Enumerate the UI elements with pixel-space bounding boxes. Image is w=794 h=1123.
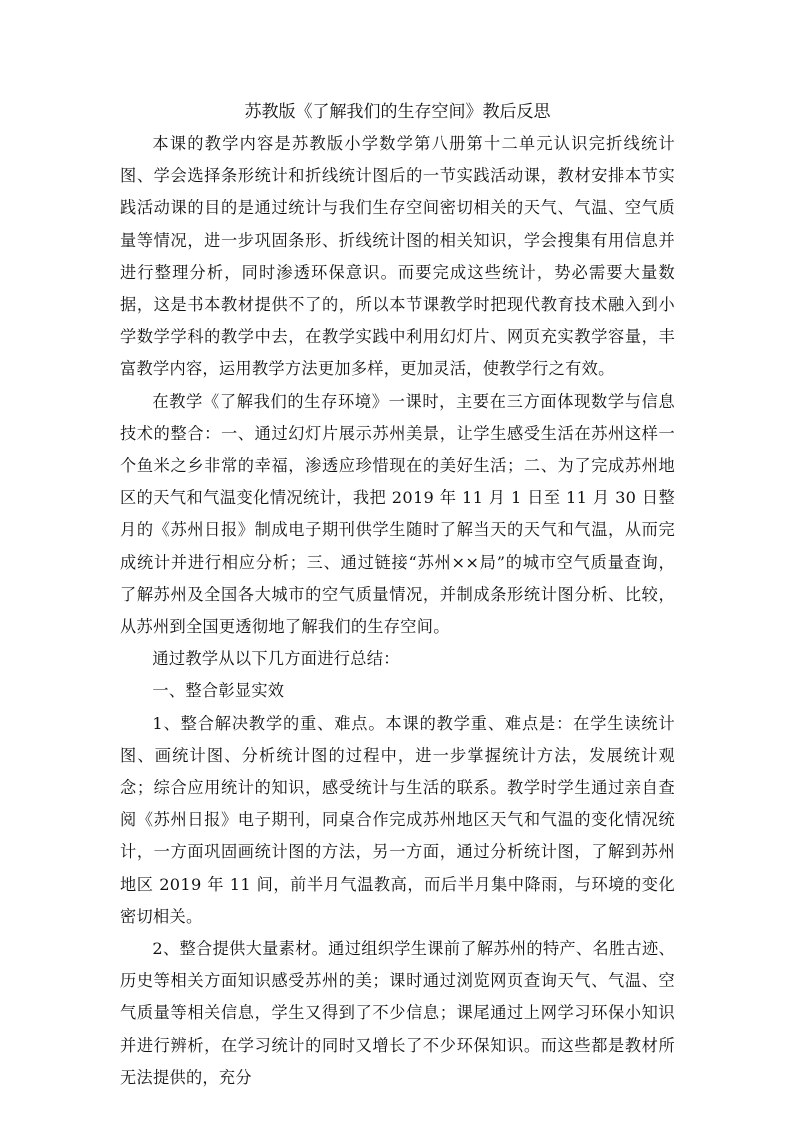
section-heading-1: 一、整合彰显实效 [152,681,285,701]
document-body [120,128,675,1094]
paragraph-point-1: 1、整合解决教学的重、难点。本课的教学重、难点是：在学生读统计图、画统计图、分析统计图的过程中，进一步掌握统计方法，发展统计观念；综合应用统计的知识，感受统计与生活的联系。教学时学生通过亲自查阅《苏州日报》电子期刊，同桌合作完成苏州地区天气和气温的变化情况统计，一方面巩固画统计图的方法，另一方面，通过分析统计图，了解到苏州地区 2019 年 11 间，前半月气温教高，而后半月集中降雨，与环境的变化密切相关。 [120,713,675,926]
paragraph-integration: 在教学《了解我们的生存环境》一课时，主要在三方面体现数学与信息技术的整合：一、通过幻灯片展示苏州美景，让学生感受生活在苏州这样一个鱼米之乡非常的幸福，渗透应珍惜现在的美好生活；二、为了完成苏州地区的天气和气温变化情况统计，我把 2019 年 11 月 1 日至 11 月 30 日整月的《苏州日报》制成电子期刊供学生随时了解当天的天气和气温，从而完成统计并进行相应分析；三、通过链接“苏州××局”的城市空气质量查询，了解苏州及全国各大城市的空气质量情况，并制成条形统计图分析、比较，从苏州到全国更透彻地了解我们的生存空间。 [120,391,675,637]
paragraph-summary-lead: 通过教学从以下几方面进行总结： [152,649,400,669]
paragraph-point-2: 2、整合提供大量素材。通过组织学生课前了解苏州的特产、名胜古迹、历史等相关方面知识感受苏州的美；课时通过浏览网页查询天气、气温、空气质量等相关信息，学生又得到了不少信息；课尾通过上网学习环保小知识并进行辨析，在学习统计的同时又增长了不少环保知识。而这些都是教材所无法提供的，充分 [120,939,675,1087]
document-title: 苏教版《了解我们的生存空间》教后反思 [244,102,551,122]
paragraph-intro: 本课的教学内容是苏教版小学数学第八册第十二单元认识完折线统计图、学会选择条形统计和折线统计图后的一节实践活动课，教材安排本节实践活动课的目的是通过统计与我们生存空间密切相关的天气、气温、空气质量等情况，进一步巩固条形、折线统计图的相关知识，学会搜集有用信息并进行整理分析，同时渗透环保意识。而要完成这些统计，势必需要大量数据，这是书本教材提供不了的，所以本节课教学时把现代教育技术融入到小学数学学科的教学中去，在教学实践中利用幻灯片、网页充实教学容量，丰富教学内容，运用教学方法更加多样，更加灵活，使教学行之有效。 [120,134,675,379]
